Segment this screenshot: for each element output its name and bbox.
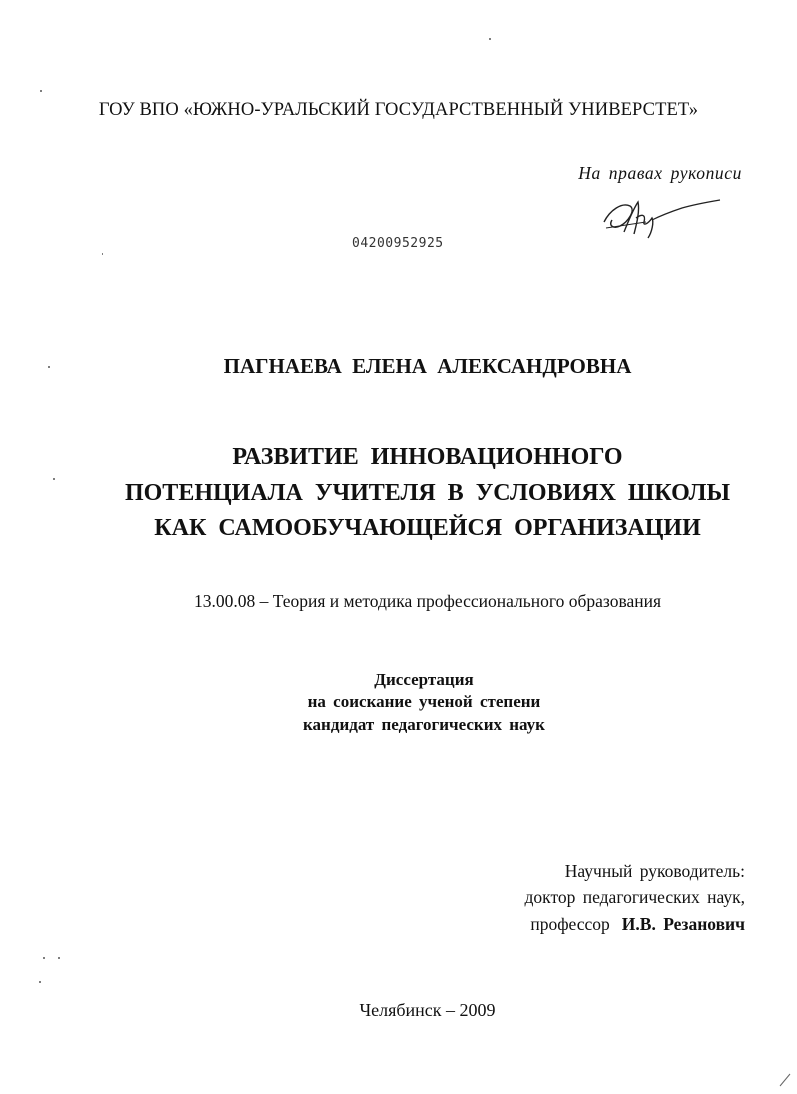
scan-speck: [43, 957, 45, 959]
advisor-role: Научный руководитель:: [564, 861, 745, 881]
author-name: ПАГНАЕВА ЕЛЕНА АЛЕКСАНДРОВНА: [223, 354, 632, 378]
advisor-name: И.В. Резанович: [621, 914, 745, 934]
scan-mark-icon: [778, 1072, 792, 1088]
degree-line: на соискание ученой степени: [307, 692, 541, 711]
specialty-code: 13.00.08 – Теория и методика профессионального образования: [193, 591, 662, 611]
city-year: Челябинск – 2009: [359, 1000, 496, 1020]
advisor-title-line: [530, 914, 745, 935]
advisor-degree: доктор педагогических наук,: [524, 887, 745, 907]
dissertation-title-line: ПОТЕНЦИАЛА УЧИТЕЛЯ В УСЛОВИЯХ ШКОЛЫ: [124, 480, 731, 506]
manuscript-note: На правах рукописи: [578, 163, 742, 183]
handwritten-signature-icon: [600, 192, 722, 244]
scan-speck: [40, 90, 42, 92]
scan-speck: [489, 38, 491, 40]
scan-speck: [102, 253, 103, 255]
scan-speck: [58, 957, 60, 959]
degree-line: Диссертация: [374, 670, 474, 689]
scan-speck: [39, 981, 41, 983]
degree-line: кандидат педагогических наук: [303, 715, 545, 734]
institution-name: ГОУ ВПО «ЮЖНО-УРАЛЬСКИЙ ГОСУДАРСТВЕННЫЙ УНИВЕРСТЕТ»: [98, 100, 699, 120]
advisor-title: профессор: [530, 914, 610, 934]
dissertation-title-line: КАК САМООБУЧАЮЩЕЙСЯ ОРГАНИЗАЦИИ: [154, 515, 701, 541]
catalog-number: 04200952925: [352, 236, 444, 251]
dissertation-title-line: РАЗВИТИЕ ИННОВАЦИОННОГО: [232, 444, 623, 470]
